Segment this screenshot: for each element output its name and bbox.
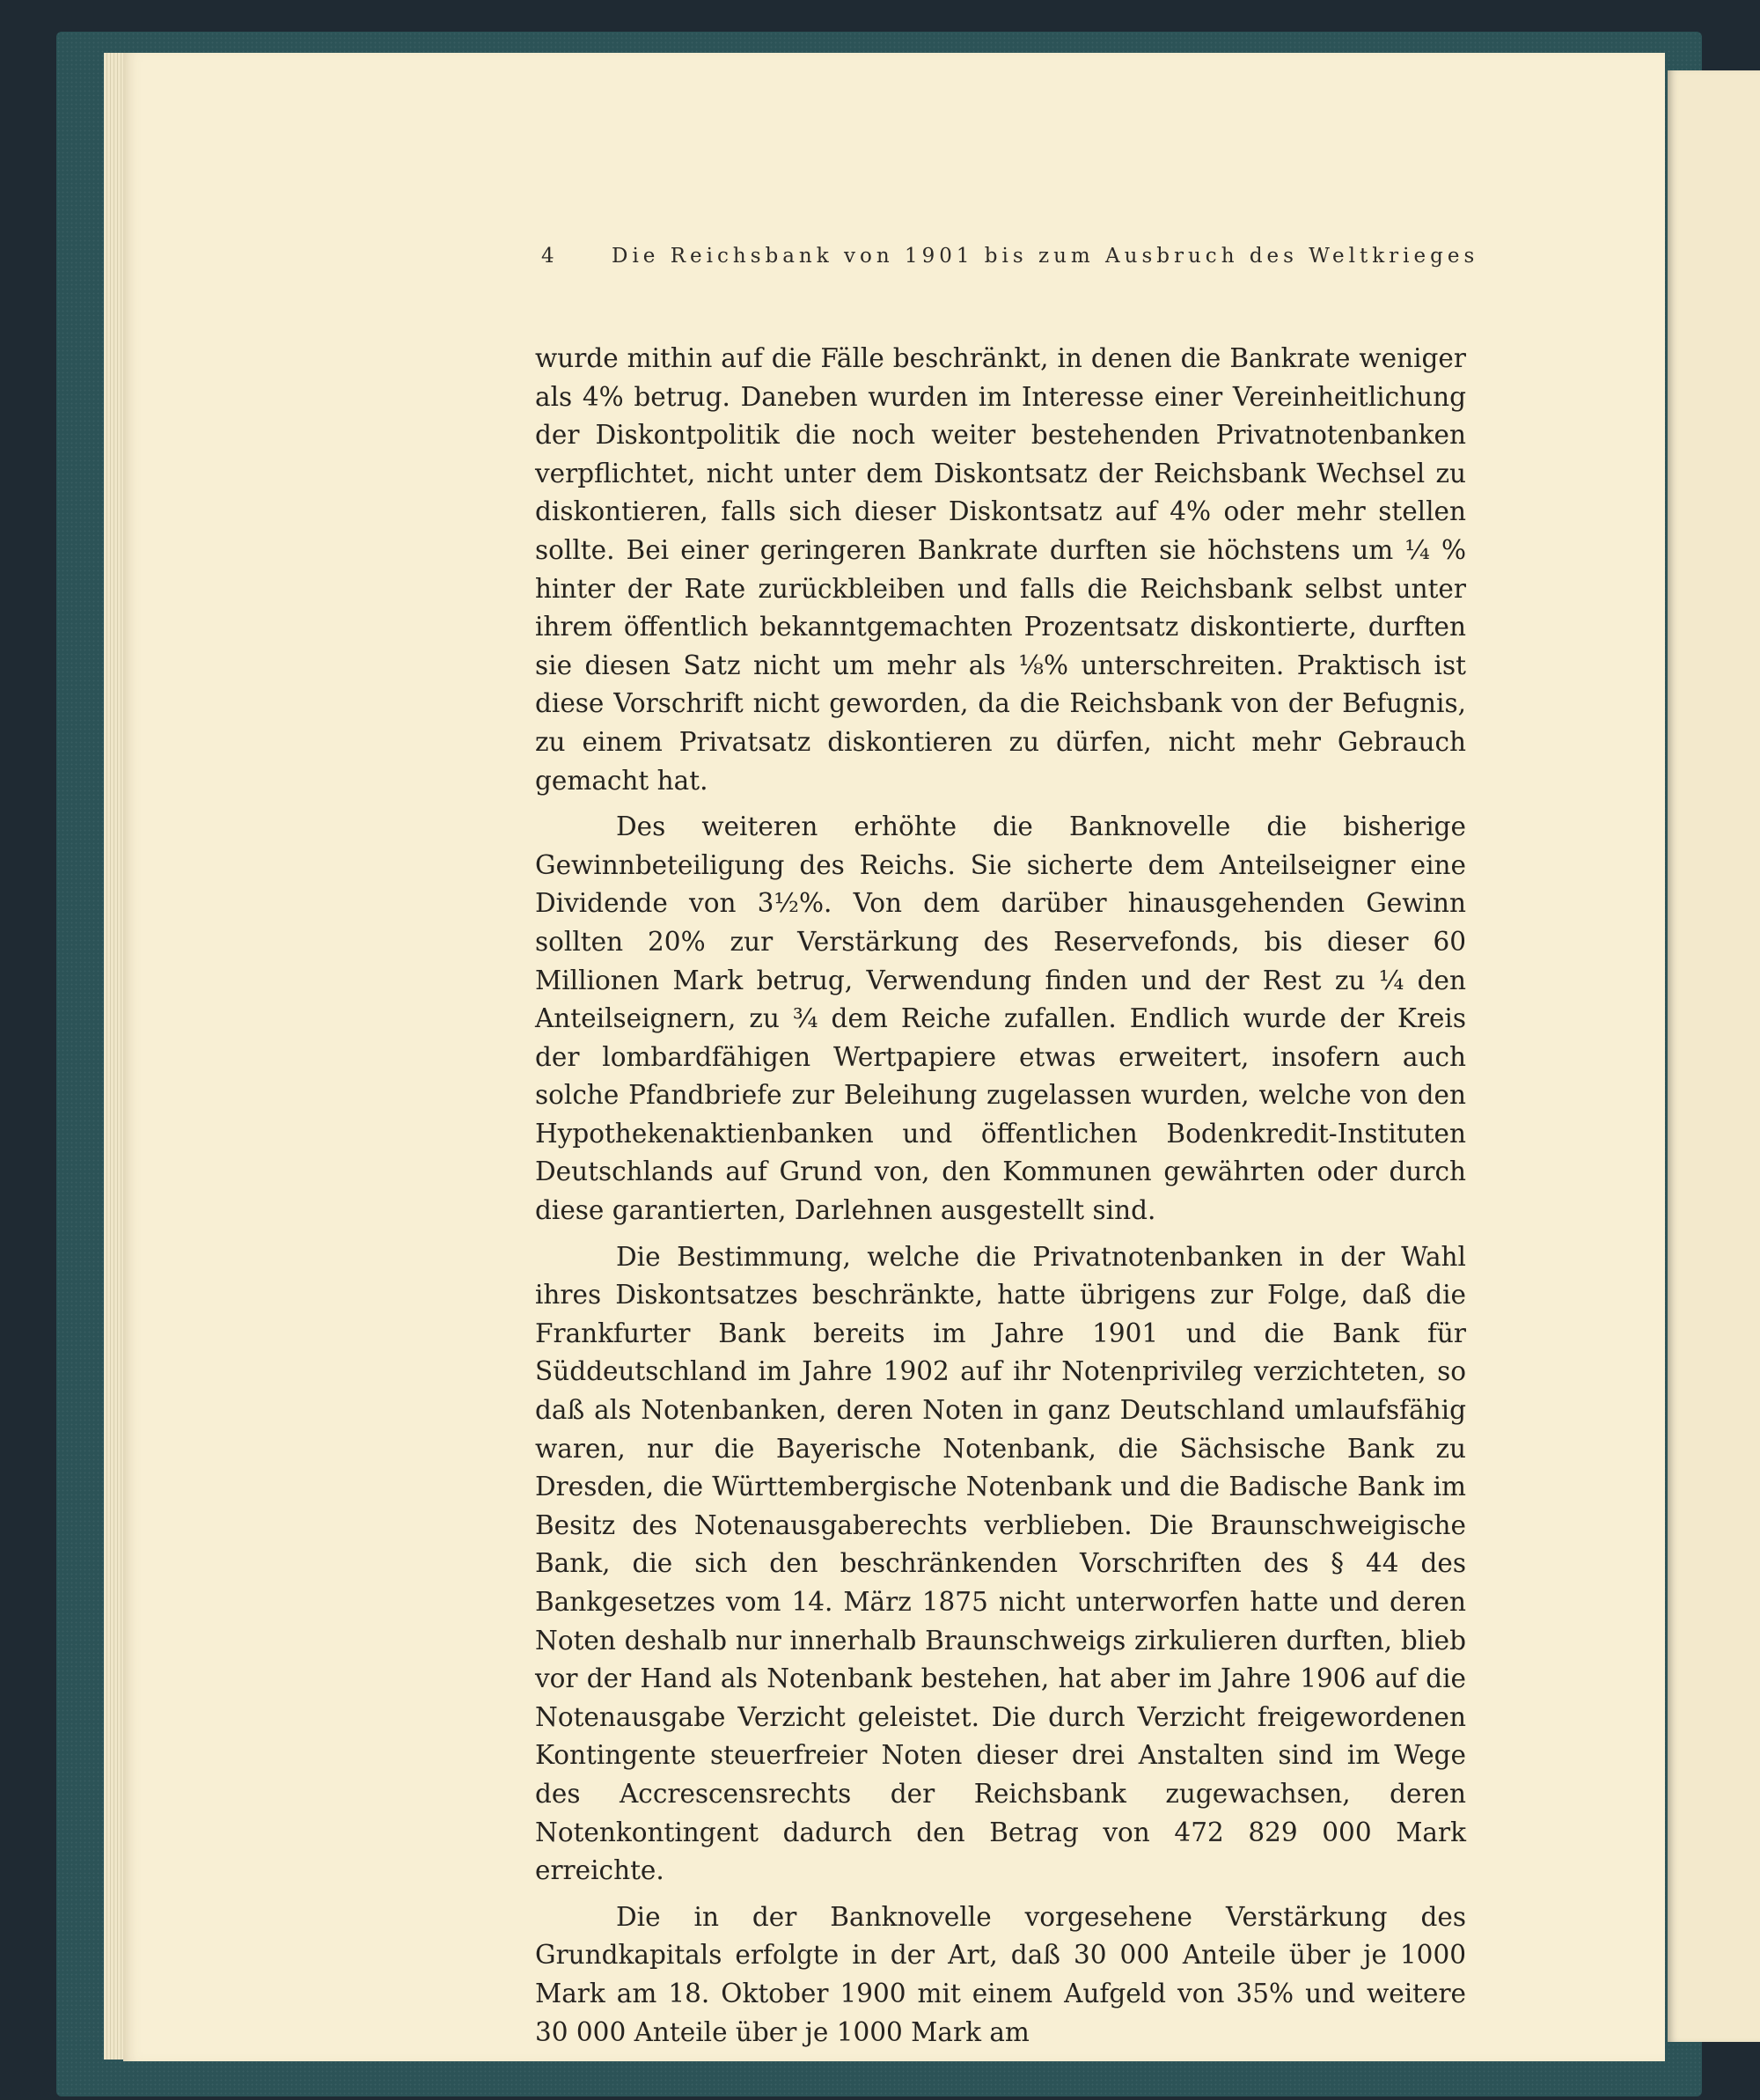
running-head bbox=[541, 245, 1479, 280]
paragraph-3: Die Bestimmung, welche die Privatnotenbanken in der Wahl ihres Diskontsatzes beschränkte, hatte übrigens zur Folge, daß die Frankfurter Bank bereits im Jahre 1901 und die Bank für Süddeutschland im Jahre 1902 auf ihr Notenprivileg verzichteten, so daß als Notenbanken, deren Noten in ganz Deutschland umlaufsfähig waren, nur die Bayerische Notenbank, die Sächsische Bank zu Dresden, die Württembergische Notenbank und die Badische Bank im Besitz des Notenausgaberechts verblieben. Die Braunschweigische Bank, die sich den beschränkenden Vorschriften des § 44 des Bankgesetzes vom 14. März 1875 nicht unterworfen hatte und deren Noten deshalb nur innerhalb Braunschweigs zirkulieren durften, blieb vor der Hand als Notenbank bestehen, hat aber im Jahre 1906 auf die Notenausgabe Verzicht geleistet. Die durch Verzicht freigewordenen Kontingente steuerfreier Noten dieser drei Anstalten sind im Wege des Accrescensrechts der Reichsbank zugewachsen, deren Notenkontingent dadurch den Betrag von 472 829 000 Mark erreichte. bbox=[535, 1241, 1466, 1886]
body-text bbox=[535, 340, 1466, 2052]
page-number: 4 bbox=[541, 245, 557, 268]
facing-page-edge bbox=[1668, 70, 1760, 2042]
paragraph-2: Des weiteren erhöhte die Banknovelle die bisherige Gewinnbeteiligung des Reichs. Sie sicherte dem Anteilseigner eine Dividende von 3½%. Von dem darüber hinausgehenden Gewinn sollten 20% zur Verstärkung des Reservefonds, bis dieser 60 Millionen Mark betrug, Verwendung finden und der Rest zu ¼ den Anteilseignern, zu ¾ dem Reiche zufallen. Endlich wurde der Kreis der lombardfähigen Wertpapiere etwas erweitert, insofern auch solche Pfandbriefe zur Beleihung zugelassen wurden, welche von den Hypothekenaktienbanken und öffentlichen Bodenkredit-Instituten Deutschlands auf Grund von, den Kommunen gewährten oder durch diese garantierten, Darlehnen ausgestellt sind. bbox=[535, 811, 1466, 1226]
paragraph-4: Die in der Banknovelle vorgesehene Verstärkung des Grundkapitals erfolgte in der Art, daß 30 000 Anteile über je 1000 Mark am 18. Oktober 1900 mit einem Aufgeld von 35% und weitere 30 000 Anteile über je 1000 Mark am bbox=[535, 1901, 1466, 2047]
paragraph-1: wurde mithin auf die Fälle beschränkt, in denen die Bankrate weniger als 4% betrug. Daneben wurden im Interesse einer Vereinheitlichung der Diskontpolitik die noch weiter bestehenden Privatnotenbanken verpflichtet, nicht unter dem Diskontsatz der Reichsbank Wechsel zu diskontieren, falls sich dieser Diskontsatz auf 4% oder mehr stellen sollte. Bei einer geringeren Bankrate durften sie höchstens um ¼ % hinter der Rate zurückbleiben und falls die Reichsbank selbst unter ihrem öffentlich bekanntgemachten Prozentsatz diskontierte, durften sie diesen Satz nicht um mehr als ⅛% unterschreiten. Praktisch ist diese Vorschrift nicht geworden, da die Reichsbank von der Befugnis, zu einem Privatsatz diskontieren zu dürfen, nicht mehr Gebrauch gemacht hat. bbox=[535, 343, 1466, 796]
running-head-title: Die Reichsbank von 1901 bis zum Ausbruch des Weltkrieges bbox=[612, 245, 1479, 268]
